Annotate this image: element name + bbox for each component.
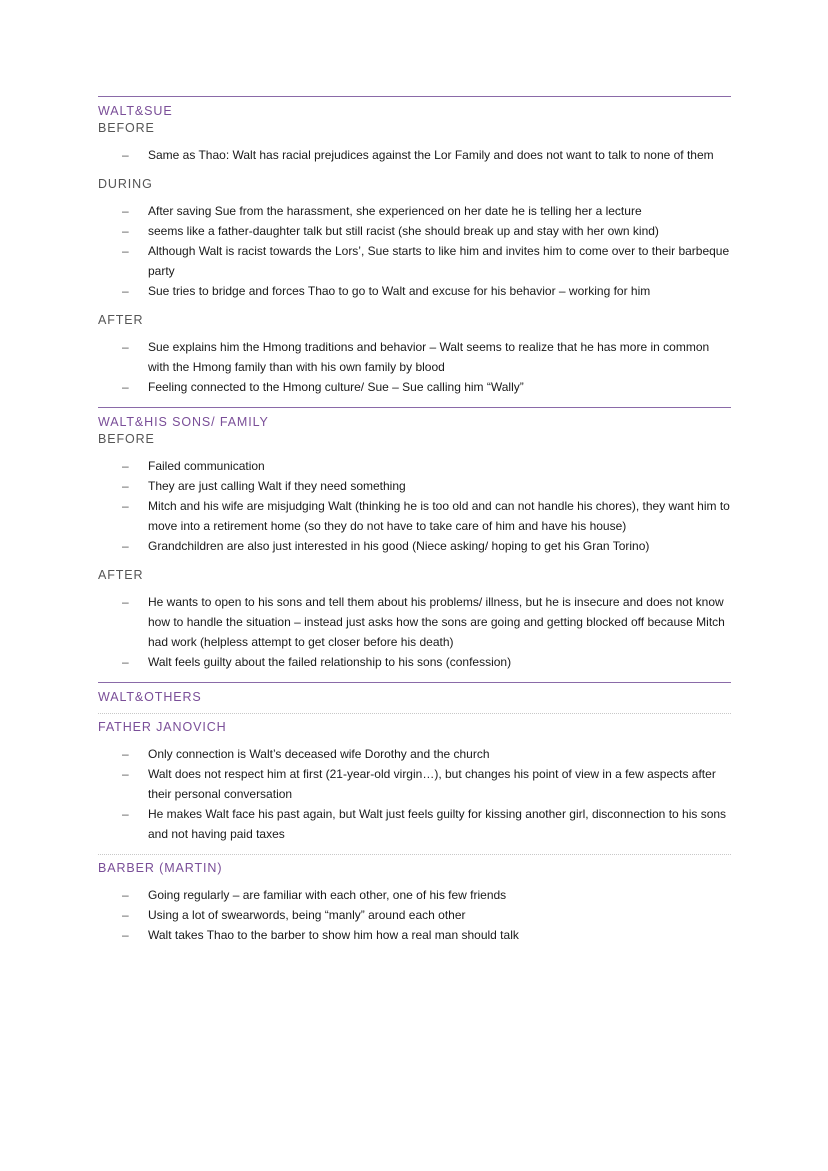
list-item [98,925,731,945]
list-item [98,652,731,672]
list-item-text: He makes Walt face his past again, but Walt just feels guilty for kissing another girl, disconnection to his sons and not having paid taxes [148,807,727,841]
list-item-text: Although Walt is racist towards the Lors’, Sue starts to like him and invites him to come over to their barbeque party [148,244,730,278]
subsection-divider [98,713,731,714]
list-item [98,496,731,536]
bullet-dash: – [122,747,129,761]
bullet-dash: – [122,284,129,298]
list-item [98,337,731,377]
list-item-text: Failed communication [148,459,265,473]
bullet-dash: – [122,499,129,513]
list-item-text: Going regularly – are familiar with each other, one of his few friends [148,888,507,902]
bullet-dash: – [122,380,129,394]
bullet-dash: – [122,340,129,354]
list-item-text: seems like a father-daughter talk but still racist (she should break up and stay with her own kind) [148,224,659,238]
subheading-during: DURING [98,177,153,191]
bullet-dash: – [122,655,129,669]
bullet-dash: – [122,928,129,942]
list-item-text: He wants to open to his sons and tell them about his problems/ illness, but he is insecure and does not know how to handle the situation – instead just asks how the sons are going and getting blocked off because Mitch had work (helpless attempt to get closer before his death) [148,595,725,649]
list-item-text: Grandchildren are also just interested in his good (Niece asking/ hoping to get his Gran Torino) [148,539,650,553]
bullet-dash: – [122,539,129,553]
document-page [98,96,731,955]
list-item [98,377,731,397]
bullet-dash: – [122,224,129,238]
list-item-text: Walt takes Thao to the barber to show him how a real man should talk [148,928,519,942]
subheading-father-janovich: FATHER JANOVICH [98,720,227,734]
subheading-after: AFTER [98,568,144,582]
subheading-before: BEFORE [98,121,155,135]
list-item [98,905,731,925]
bullet-list [98,456,731,556]
list-item [98,885,731,905]
subheading-barber: BARBER (MARTIN) [98,861,223,875]
list-item-text: Walt feels guilty about the failed relationship to his sons (confession) [148,655,512,669]
list-item [98,241,731,281]
bullet-dash: – [122,767,129,781]
list-item [98,744,731,764]
bullet-list [98,885,731,945]
list-item [98,221,731,241]
subheading-before: BEFORE [98,432,155,446]
list-item [98,592,731,652]
bullet-list [98,592,731,672]
list-item [98,476,731,496]
subheading-after: AFTER [98,313,144,327]
bullet-dash: – [122,807,129,821]
section-title-walt-sue: WALT&SUE [98,104,173,118]
bullet-dash: – [122,595,129,609]
list-item-text: Mitch and his wife are misjudging Walt (thinking he is too old and can not handle his chores), they want him to move into a retirement home (so they do not have to take care of him and have his house) [148,499,730,533]
list-item [98,145,731,165]
subsection-divider [98,854,731,855]
section-title-walt-sons: WALT&HIS SONS/ FAMILY [98,415,269,429]
list-item-text: After saving Sue from the harassment, she experienced on her date he is telling her a lecture [148,204,642,218]
list-item [98,536,731,556]
list-item-text: Same as Thao: Walt has racial prejudices against the Lor Family and does not want to talk to none of them [148,148,714,162]
bullet-dash: – [122,244,129,258]
list-item-text: Using a lot of swearwords, being “manly” around each other [148,908,466,922]
bullet-dash: – [122,479,129,493]
section-divider [98,96,731,97]
bullet-dash: – [122,204,129,218]
list-item-text: Feeling connected to the Hmong culture/ Sue – Sue calling him “Wally” [148,380,524,394]
bullet-dash: – [122,148,129,162]
list-item-text: Only connection is Walt’s deceased wife Dorothy and the church [148,747,490,761]
section-divider [98,682,731,683]
bullet-list [98,145,731,165]
list-item [98,201,731,221]
list-item-text: Walt does not respect him at first (21-year-old virgin…), but changes his point of view in a few aspects after their personal conversation [148,767,716,801]
list-item [98,456,731,476]
bullet-list [98,337,731,397]
bullet-list [98,201,731,301]
bullet-list [98,744,731,844]
list-item-text: Sue explains him the Hmong traditions and behavior – Walt seems to realize that he has more in common with the Hmong family than with his own family by blood [148,340,710,374]
list-item-text: Sue tries to bridge and forces Thao to go to Walt and excuse for his behavior – working for him [148,284,651,298]
list-item [98,804,731,844]
list-item [98,764,731,804]
bullet-dash: – [122,908,129,922]
bullet-dash: – [122,459,129,473]
section-divider [98,407,731,408]
section-title-walt-others: WALT&OTHERS [98,690,202,704]
list-item [98,281,731,301]
bullet-dash: – [122,888,129,902]
list-item-text: They are just calling Walt if they need something [148,479,406,493]
